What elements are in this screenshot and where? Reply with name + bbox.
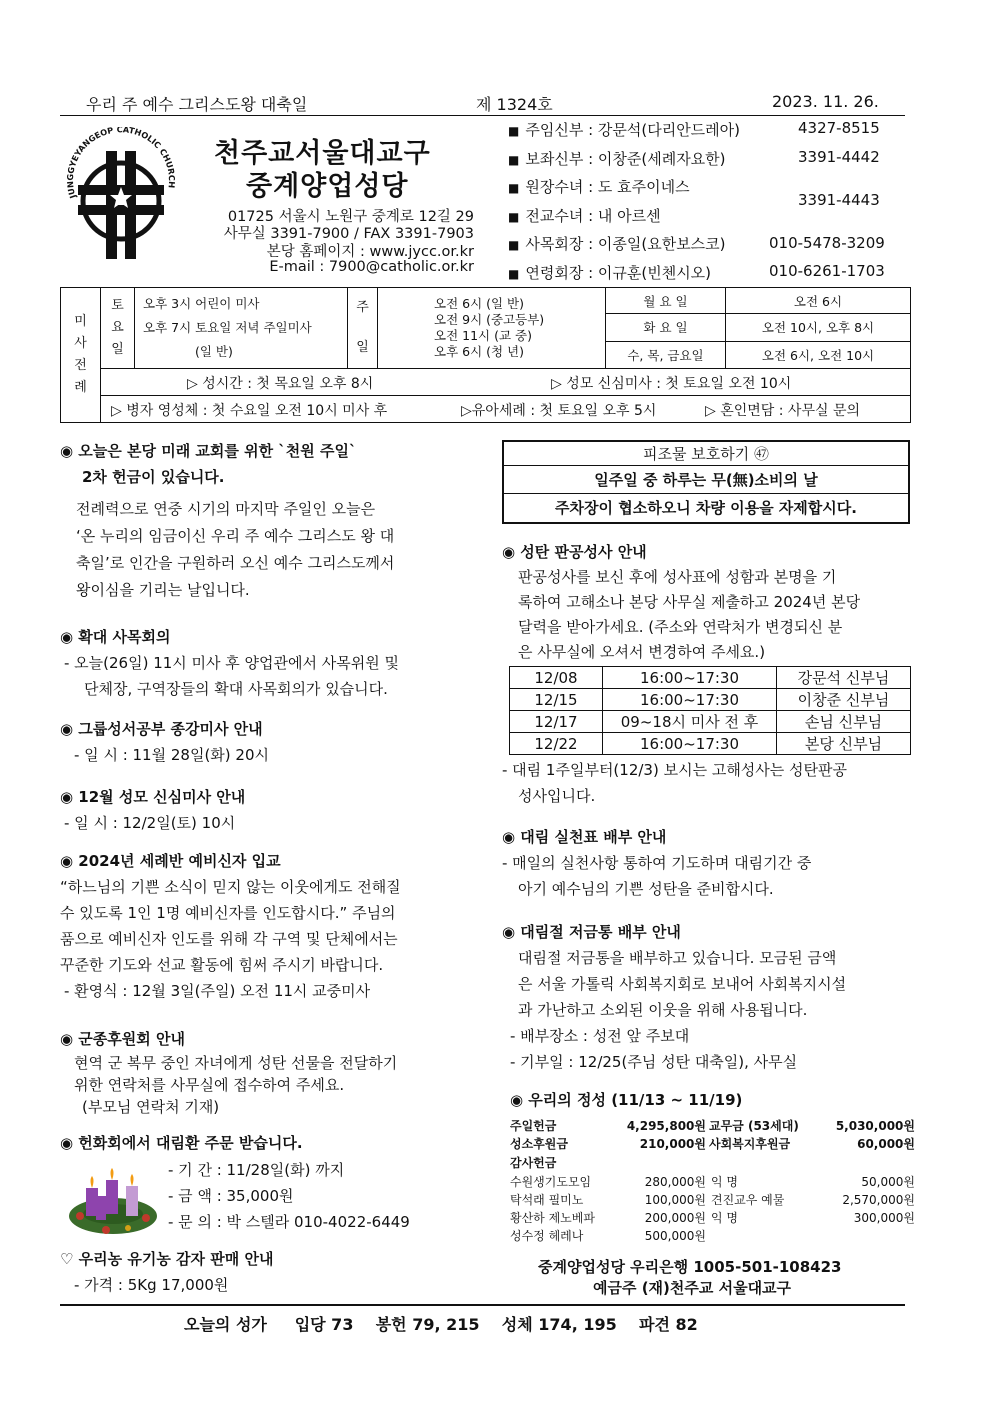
- notice-bible-study: ◉ 그룹성서공부 종강미사 안내 - 일 시 : 11월 28일(화) 20시: [60, 720, 269, 764]
- staff-item: ■ 연령회장 : 이규훈(빈첸시오): [508, 264, 712, 282]
- weekday-day: 화 요 일: [606, 314, 726, 341]
- bulletin-header: [60, 92, 905, 114]
- notice-advent-wreath: ◉ 헌화회에서 대림환 주문 받습니다.: [60, 1134, 303, 1152]
- notice-military-support: ◉ 군종후원회 안내 현역 군 복무 중인 자녀에게 성탄 선물을 전달하기 위한 연락처를 사무실에 접수하여 주세요. (부모님 연락처 기재): [60, 1030, 398, 1116]
- issue-number: 제 1324호: [476, 95, 553, 114]
- staff-phone: 010-5478-3209: [769, 234, 885, 252]
- logo-text: JUNGGYEYANGEOP CATHOLIC CHURCH: [64, 127, 178, 200]
- parish-email[interactable]: E-mail : 7900@catholic.or.kr: [269, 259, 474, 275]
- footer-divider: [60, 1304, 905, 1306]
- sunday-label: 주일: [348, 288, 378, 369]
- mass-extra-row: ▷ 성시간 : 첫 목요일 오후 8시 ▷ 성모 신심미사 : 첫 토요일 오전 10시: [101, 369, 911, 396]
- weekday-day: 수, 목, 금요일: [606, 341, 726, 368]
- creation-care-box: [502, 440, 910, 524]
- notice-advent-chart: ◉ 대림 실천표 배부 안내 - 매일의 실천사항 통하여 기도하며 대림기간 중 아기 예수님의 기쁜 성탄을 준비합시다.: [502, 828, 812, 898]
- creation-care-title: 피조물 보호하기 ㊼: [504, 442, 908, 466]
- issue-date: 2023. 11. 26.: [772, 92, 879, 111]
- table-row: 12/08 16:00~17:30 강문석 신부님: [510, 667, 911, 689]
- notice-thousand-won: ◉ 오늘은 본당 미래 교회를 위한 `천원 주일` 2차 헌금이 있습니다. 전례력으로 연중 시기의 마지막 주일인 오늘은 ‘온 누리의 임금이신 우리 주 예수 그리스도 왕 대 축일’로 인간을 구원하러 오신 예수 그리스도께서 왕이심을 기리는 날입니다.: [60, 442, 395, 599]
- creation-care-line: 일주일 중 하루는 무(無)소비의 날: [504, 466, 908, 494]
- diocese-title: 천주교서울대교구: [214, 138, 431, 169]
- staff-phone: 3391-4443: [798, 191, 880, 209]
- parish-logo: [62, 127, 180, 262]
- saturday-masses: 오후 3시 어린이 미사 오후 7시 토요일 저녁 주일미사 (일 반): [135, 288, 348, 369]
- parish-title: 중계양업성당: [246, 171, 409, 202]
- staff-phone: 4327-8515: [798, 119, 880, 137]
- weekday-time: 오전 6시, 오전 10시: [726, 341, 911, 368]
- confession-schedule-table: [509, 666, 911, 755]
- parking-notice: 주차장이 협소하오니 차량 이용을 자제합시다.: [555, 499, 857, 517]
- mass-schedule-table: [60, 287, 911, 423]
- table-row: 12/15 16:00~17:30 이창준 신부님: [510, 689, 911, 711]
- todays-hymns: 오늘의 성가 입당 73 봉헌 79, 215 성체 174, 195 파견 82: [184, 1315, 698, 1334]
- advent-wreath-details: - 기 간 : 11/28일(화) 까지 - 금 액 : 35,000원 - 문 의 : 박 스텔라 010-4022-6449: [168, 1161, 410, 1231]
- notice-pastoral-meeting: ◉ 확대 사목회의 - 오늘(26일) 11시 미사 후 양업관에서 사목위원 및 단체장, 구역장들의 확대 사목회의가 있습니다.: [60, 628, 399, 698]
- mass-label: 미사전례: [61, 288, 101, 423]
- staff-item: ■ 원장수녀 : 도 효주이네스: [508, 178, 690, 196]
- account-holder: 예금주 (재)천주교 서울대교구: [593, 1279, 792, 1297]
- staff-phone: 010-6261-1703: [769, 262, 885, 280]
- bank-account: 중계양업성당 우리은행 1005-501-108423: [538, 1258, 842, 1276]
- saturday-label: 토요일: [101, 288, 135, 369]
- notice-catechumen: ◉ 2024년 세례반 예비신자 입교 “하느님의 기쁜 소식이 믿지 않는 이웃에게도 전해질 수 있도록 1인 1명 예비신자를 인도합시다.” 주님의 품으로 예비신자 인도를 위해 각 구역 및 단체에서는 꾸준한 기도와 선교 활동에 힘써 주시기 바랍니다. - 환영식 : 12월 3일(주일) 오전 11시 교중미사: [60, 852, 401, 1000]
- staff-item: ■ 보좌신부 : 이창준(세례자요한): [508, 150, 726, 168]
- staff-item: ■ 사목회장 : 이종일(요한보스코): [508, 235, 726, 253]
- sunday-masses: 오전 6시 (일 반) 오전 9시 (중고등부) 오전 11시 (교 중) 오후 6시 (청 년): [378, 288, 606, 369]
- feast-title: 우리 주 예수 그리스도왕 대축일: [86, 95, 308, 114]
- offering-title: ◉ 우리의 정성 (11/13 ~ 11/19): [510, 1091, 743, 1109]
- advent-wreath-image: [66, 1158, 160, 1240]
- staff-phone: 3391-4442: [798, 148, 880, 166]
- parish-address: 01725 서울시 노원구 중계로 12길 29: [227, 209, 474, 225]
- parish-phone-fax: 사무실 3391-7900 / FAX 3391-7903: [223, 226, 474, 242]
- notice-advent-piggybank: ◉ 대림절 저금통 배부 안내 대림절 저금통을 배부하고 있습니다. 모금된 금액 은 서울 가톨릭 사회복지회로 보내어 사회복지시설 과 가난하고 소외된 이웃을 위해 사용됩니다. - 배부장소 : 성전 앞 주보대 - 기부일 : 12/25(주님 성탄 대축일), 사무실: [502, 923, 847, 1071]
- confession-note: - 대림 1주일부터(12/3) 보시는 고해성사는 성탄판공 성사입니다.: [502, 761, 848, 805]
- notice-organic-potato: ♡ 우리농 유기농 감자 판매 안내 - 가격 : 5Kg 17,000원: [60, 1250, 274, 1294]
- staff-item: ■ 전교수녀 : 내 아르센: [508, 207, 661, 225]
- mass-extra-row: ▷ 병자 영성체 : 첫 수요일 오전 10시 미사 후 ▷유아세례 : 첫 토요일 오후 5시 ▷ 혼인면담 : 사무실 문의: [101, 396, 911, 423]
- notice-marian-mass: ◉ 12월 성모 신심미사 안내 - 일 시 : 12/2일(토) 10시: [60, 788, 246, 832]
- table-row: 12/17 09~18시 미사 전 후 손님 신부님: [510, 711, 911, 733]
- table-row: 12/22 16:00~17:30 본당 신부님: [510, 733, 911, 755]
- staff-item: ■ 주임신부 : 강문석(다리안드레아): [508, 121, 741, 139]
- weekday-time: 오전 6시: [726, 288, 911, 314]
- header-divider: [60, 115, 905, 116]
- weekday-day: 월 요 일: [606, 288, 726, 314]
- weekday-time: 오전 10시, 오후 8시: [726, 314, 911, 341]
- notice-christmas-confession: ◉ 성탄 판공성사 안내 판공성사를 보신 후에 성사표에 성함과 본명을 기 록하여 고해소나 본당 사무실 제출하고 2024년 본당 달력을 받아가세요. (주소와 연락처가 변경되신 분 은 사무실에 오셔서 변경하여 주세요.): [502, 543, 861, 661]
- parish-homepage[interactable]: 본당 홈페이지 : www.jycc.or.kr: [266, 244, 474, 260]
